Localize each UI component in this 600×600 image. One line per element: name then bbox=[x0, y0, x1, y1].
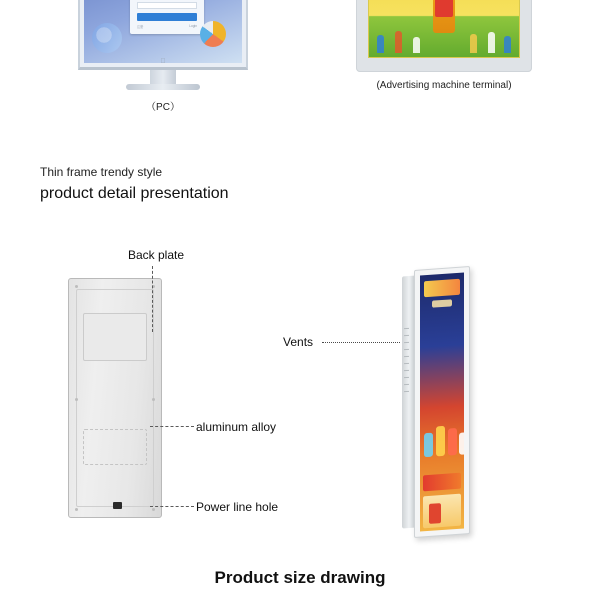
poster-figure bbox=[459, 432, 464, 455]
people-graphic bbox=[369, 23, 519, 53]
label-vents: Vents bbox=[283, 335, 314, 349]
back-plate-lower-panel bbox=[83, 429, 147, 465]
footer-title: Product size drawing bbox=[214, 568, 386, 587]
advertising-machine-illustration bbox=[356, 0, 532, 91]
vent-slot bbox=[404, 384, 409, 385]
decor-circle bbox=[92, 23, 122, 53]
poster-title-band bbox=[424, 279, 460, 298]
poster-bottom-ad bbox=[423, 494, 461, 529]
monitor-stand-neck bbox=[150, 70, 176, 84]
leader-line-power-line-hole bbox=[150, 506, 194, 507]
vent-slot bbox=[404, 328, 409, 329]
vent-slot bbox=[404, 370, 409, 371]
product-detail-diagram bbox=[0, 230, 600, 550]
monitor-stand-base bbox=[126, 84, 200, 90]
subtitle: Thin frame trendy style bbox=[40, 165, 163, 179]
pc-screen-content bbox=[84, 0, 242, 63]
poster-banner bbox=[423, 473, 461, 492]
poster-figure bbox=[424, 433, 433, 458]
ad-terminal-screen bbox=[368, 0, 520, 58]
back-plate-upper-panel bbox=[83, 313, 147, 361]
pc-monitor-screen bbox=[78, 0, 248, 70]
top-image-row bbox=[0, 0, 600, 140]
apple-logo-icon bbox=[160, 58, 165, 65]
poster-figure bbox=[436, 426, 445, 457]
login-link[interactable]: Login bbox=[189, 24, 197, 28]
ad-terminal-frame bbox=[356, 0, 532, 72]
display-screen bbox=[420, 272, 464, 531]
login-links[interactable] bbox=[137, 24, 197, 29]
person-figure bbox=[413, 37, 420, 53]
vents-marks bbox=[404, 328, 410, 448]
vent-slot bbox=[404, 335, 409, 336]
poster-figures bbox=[420, 272, 464, 275]
label-power-line-hole: Power line hole bbox=[196, 500, 279, 514]
label-aluminum-alloy: aluminum alloy bbox=[196, 420, 277, 434]
person-figure bbox=[470, 34, 477, 53]
leader-line-back-plate bbox=[152, 266, 153, 332]
screw-icon bbox=[152, 508, 155, 511]
ad-terminal-caption: (Advertising machine terminal) bbox=[376, 80, 512, 91]
power-line-hole-opening bbox=[113, 502, 122, 509]
screw-icon bbox=[75, 508, 78, 511]
vent-slot bbox=[404, 356, 409, 357]
person-figure bbox=[395, 31, 402, 53]
poster-subtitle-band bbox=[432, 299, 452, 307]
pc-illustration bbox=[78, 0, 248, 113]
screw-icon bbox=[152, 398, 155, 401]
register-link[interactable]: 注册 bbox=[137, 25, 144, 29]
poster-figure bbox=[448, 428, 457, 456]
product-side-view bbox=[402, 268, 474, 538]
person-figure bbox=[488, 32, 495, 53]
person-figure bbox=[377, 35, 384, 53]
vent-slot bbox=[404, 391, 409, 392]
vent-slot bbox=[404, 349, 409, 350]
screw-icon bbox=[75, 398, 78, 401]
bottle-label bbox=[435, 0, 453, 17]
leader-line-vents bbox=[322, 342, 400, 343]
screw-icon bbox=[75, 285, 78, 288]
vent-slot bbox=[404, 342, 409, 343]
label-back-plate: Back plate bbox=[128, 248, 185, 262]
vent-slot bbox=[404, 363, 409, 364]
login-button[interactable] bbox=[137, 13, 197, 21]
back-plate-drawing bbox=[68, 278, 162, 518]
pie-chart-icon bbox=[200, 21, 226, 47]
password-field[interactable] bbox=[137, 2, 197, 9]
display-body bbox=[414, 266, 470, 538]
person-figure bbox=[504, 36, 511, 53]
leader-line-aluminum-alloy bbox=[150, 426, 194, 427]
pc-caption: （PC） bbox=[146, 102, 180, 113]
login-card bbox=[130, 0, 204, 34]
page-title: product detail presentation bbox=[40, 185, 229, 202]
vent-slot bbox=[404, 377, 409, 378]
